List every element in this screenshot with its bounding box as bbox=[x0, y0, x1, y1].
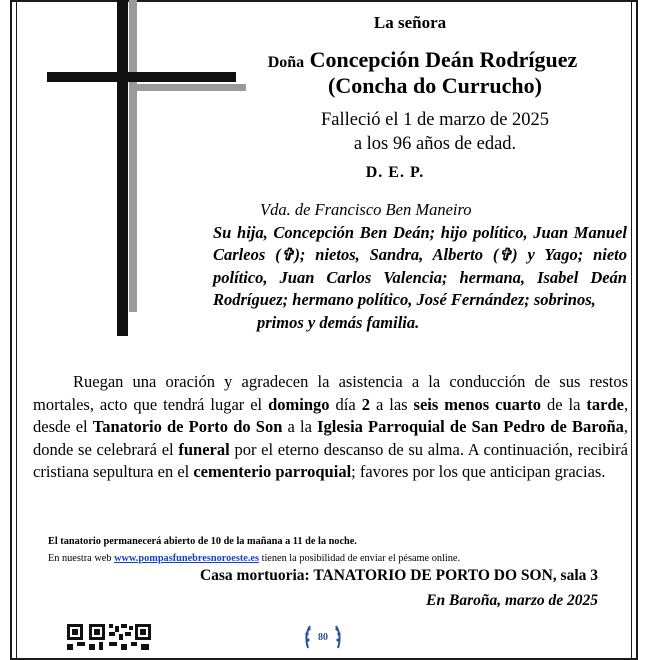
text: , donde se celebrará el bbox=[33, 417, 629, 459]
hours-note: El tanatorio permanecerá abierto de 10 de la mañana a 11 de la noche. bbox=[48, 536, 357, 547]
deceased-name bbox=[215, 47, 630, 73]
nickname: (Concha do Currucho) bbox=[328, 73, 542, 98]
text: por el eterno descanso de su alma. A continuación, recibirá cristiana sepultura en el bbox=[33, 439, 628, 481]
family-closing: primos y demás familia. bbox=[257, 312, 420, 332]
place-date: En Baroña, marzo de 2025 bbox=[426, 592, 598, 609]
day: domingo bbox=[268, 394, 330, 414]
widow-line: Vda. de Francisco Ben Maneiro bbox=[260, 200, 472, 219]
mortuary-name: TANATORIO DE PORTO DO SON, sala 3 bbox=[313, 567, 598, 584]
full-name: Concepción Deán Rodríguez bbox=[309, 47, 578, 72]
web-note bbox=[48, 553, 628, 564]
emblem-number: 80 bbox=[318, 632, 328, 643]
cross-vertical bbox=[117, 0, 128, 336]
title: La señora bbox=[373, 13, 447, 32]
relatives-text: Su hija, Concepción Ben Deán; hijo político, Juan Manuel Carleos (✞); nietos, Sandra, Alberto (✞) y Yago; nieto político, Juan Carlos Valencia; hermana, Isabel Deán Rodríguez; hermano político, José Fernández; sobrinos, bbox=[213, 222, 627, 309]
text: a la bbox=[287, 417, 312, 436]
death-date: Falleció el 1 de marzo de 2025 bbox=[320, 110, 550, 130]
time: seis menos cuarto bbox=[413, 394, 541, 414]
text: de la bbox=[546, 394, 581, 414]
text: ; favores por los que anticipan gracias. bbox=[351, 462, 606, 481]
cemetery: cementerio parroquial bbox=[193, 462, 352, 481]
service-paragraph bbox=[33, 371, 628, 484]
qr-code-icon bbox=[67, 624, 151, 650]
cross-horizontal bbox=[47, 72, 236, 82]
text: En nuestra web bbox=[48, 553, 112, 564]
text: día bbox=[335, 394, 356, 414]
date-number: 2 bbox=[361, 394, 370, 414]
ceremony: funeral bbox=[178, 439, 230, 459]
text: , desde el bbox=[33, 394, 629, 436]
text: a las bbox=[375, 394, 408, 414]
cross-shadow-horizontal bbox=[129, 84, 246, 91]
family-list bbox=[213, 199, 627, 334]
text: tienen la posibilidad de enviar el pésame online. bbox=[261, 553, 461, 564]
rip: D. E. P. bbox=[365, 164, 425, 181]
mortuary-line bbox=[200, 567, 598, 585]
text: Ruegan una oración y agradecen la asistencia a la conducción de sus restos mortales, acto que tendrá lugar el bbox=[33, 372, 628, 414]
anniversary-emblem bbox=[300, 622, 346, 650]
honorific: Doña bbox=[267, 54, 305, 71]
cross-shadow-vertical bbox=[129, 0, 137, 312]
website-link[interactable]: www.pompasfunebresnoroeste.es bbox=[114, 553, 259, 564]
mortuary-label: Casa mortuoria: bbox=[199, 567, 310, 584]
church: Iglesia Parroquial de San Pedro de Baroña bbox=[317, 417, 624, 436]
age: a los 96 años de edad. bbox=[353, 134, 517, 154]
part-of-day: tarde bbox=[586, 394, 624, 414]
origin: Tanatorio de Porto do Son bbox=[92, 417, 283, 436]
